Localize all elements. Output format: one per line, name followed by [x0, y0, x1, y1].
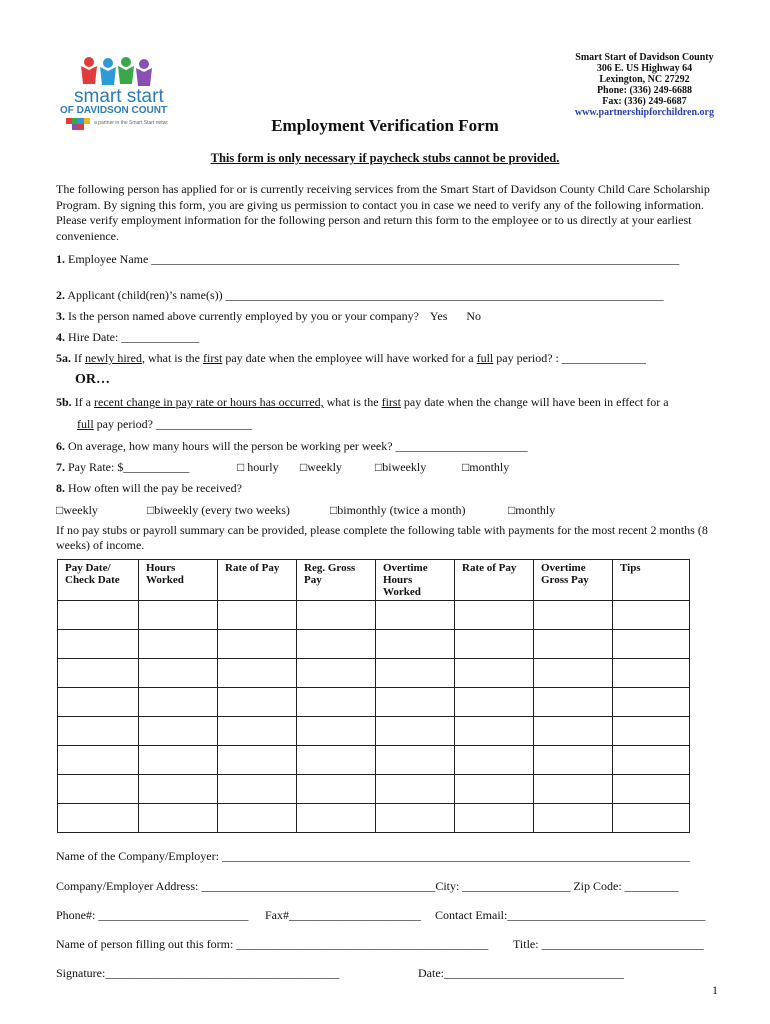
table-cell[interactable]: [613, 804, 690, 833]
table-cell[interactable]: [376, 746, 455, 775]
q8-monthly-checkbox[interactable]: □monthly: [508, 503, 556, 517]
table-cell[interactable]: [139, 630, 218, 659]
q7-number: 7.: [56, 460, 65, 474]
table-cell[interactable]: [376, 688, 455, 717]
q5b-recent: recent change in pay rate or hours has occurred,: [94, 395, 324, 409]
table-cell[interactable]: [534, 775, 613, 804]
col-rate-of-pay: Rate of Pay: [218, 560, 297, 601]
q8-number: 8.: [56, 481, 65, 495]
q3-text: Is the person named above currently employed by you or your company?: [68, 309, 419, 323]
table-row: [58, 775, 690, 804]
payment-table: [57, 559, 690, 833]
table-cell[interactable]: [139, 601, 218, 630]
table-cell[interactable]: [455, 717, 534, 746]
table-cell[interactable]: [455, 630, 534, 659]
col-pay-date: Pay Date/ Check Date: [58, 560, 139, 601]
table-cell[interactable]: [139, 804, 218, 833]
table-row: [58, 601, 690, 630]
q5b-number: 5b.: [56, 395, 72, 409]
table-cell[interactable]: [376, 804, 455, 833]
q3-number: 3.: [56, 309, 65, 323]
q5a-mid1: , what is the: [141, 351, 200, 365]
table-cell[interactable]: [455, 688, 534, 717]
table-row: [58, 630, 690, 659]
q5b-first: first: [381, 395, 401, 409]
table-cell[interactable]: [139, 746, 218, 775]
table-cell[interactable]: [455, 804, 534, 833]
q5a-number: 5a.: [56, 351, 71, 365]
table-cell[interactable]: [455, 601, 534, 630]
q7-hourly-checkbox[interactable]: □ hourly: [237, 460, 279, 474]
q2-text: Applicant (child(ren)’s name(s)) _________________________________________________________________________: [67, 288, 664, 302]
table-cell[interactable]: [139, 775, 218, 804]
q1-text: Employee Name ________________________________________________________________________________________: [68, 252, 680, 266]
q5b-pre: If a: [74, 395, 92, 409]
table-cell[interactable]: [613, 659, 690, 688]
company-address-field[interactable]: Company/Employer Address: _______________________________________City: __________________ Zip Code: _________: [56, 879, 679, 893]
table-cell[interactable]: [534, 630, 613, 659]
q6-text: On average, how many hours will the person be working per week? ______________________: [68, 439, 528, 453]
table-cell[interactable]: [218, 601, 297, 630]
table-cell[interactable]: [58, 717, 139, 746]
table-cell[interactable]: [58, 630, 139, 659]
table-cell[interactable]: [139, 659, 218, 688]
table-row: [58, 688, 690, 717]
page-title: Employment Verification Form: [271, 116, 499, 135]
table-cell[interactable]: [218, 630, 297, 659]
table-cell[interactable]: [139, 688, 218, 717]
table-cell[interactable]: [297, 746, 376, 775]
website-link[interactable]: www.partnershipforchildren.org: [574, 107, 714, 118]
q8-weekly-checkbox[interactable]: □weekly: [56, 503, 98, 517]
table-cell[interactable]: [376, 630, 455, 659]
table-cell[interactable]: [613, 630, 690, 659]
table-cell[interactable]: [297, 688, 376, 717]
table-cell[interactable]: [218, 717, 297, 746]
table-cell[interactable]: [297, 804, 376, 833]
table-cell[interactable]: [58, 804, 139, 833]
q3-no[interactable]: No: [466, 309, 482, 323]
table-cell[interactable]: [139, 717, 218, 746]
logo-county: OF DAVIDSON COUNTY: [60, 105, 168, 116]
table-cell[interactable]: [613, 746, 690, 775]
phone-field[interactable]: Phone#: _________________________: [56, 908, 249, 922]
q3-yes[interactable]: Yes: [429, 309, 448, 323]
table-row: [58, 804, 690, 833]
q6-number: 6.: [56, 439, 65, 453]
table-cell[interactable]: [218, 804, 297, 833]
street: 306 E. US Highway 64: [596, 63, 693, 74]
q5a-full: full: [476, 351, 494, 365]
q5a-newly-hired: newly hired: [85, 351, 142, 365]
question-5b: [56, 395, 669, 410]
col-tips: Tips: [613, 560, 690, 601]
or-divider: OR…: [75, 372, 110, 387]
q8-biweekly-checkbox[interactable]: □biweekly (every two weeks): [147, 503, 290, 517]
table-cell[interactable]: [613, 717, 690, 746]
col-overtime-hours: Overtime Hours Worked: [376, 560, 455, 601]
table-cell[interactable]: [58, 659, 139, 688]
table-row: [58, 746, 690, 775]
table-cell[interactable]: [613, 775, 690, 804]
page-subtitle: This form is only necessary if paycheck stubs cannot be provided.: [210, 151, 560, 165]
q5a-first: first: [202, 351, 223, 365]
table-cell[interactable]: [58, 746, 139, 775]
question-5a: [56, 351, 646, 366]
table-row: [58, 717, 690, 746]
page-number: 1: [712, 983, 718, 997]
table-row: [58, 659, 690, 688]
phone: Phone: (336) 249-6688: [596, 85, 692, 96]
logo-wordmark: smart start: [74, 86, 164, 107]
table-cell[interactable]: [613, 688, 690, 717]
col-hours-worked: Hours Worked: [139, 560, 218, 601]
table-cell[interactable]: [218, 659, 297, 688]
q4-number: 4.: [56, 330, 65, 344]
table-header-row: [58, 560, 690, 601]
table-cell[interactable]: [218, 775, 297, 804]
question-7: [56, 460, 189, 475]
table-cell[interactable]: [534, 688, 613, 717]
city: Lexington, NC 27292: [599, 74, 690, 85]
table-cell[interactable]: [534, 717, 613, 746]
table-cell[interactable]: [297, 630, 376, 659]
table-cell[interactable]: [297, 601, 376, 630]
q5a-pre: If: [74, 351, 82, 365]
table-cell[interactable]: [455, 659, 534, 688]
fax: Fax: (336) 249-6687: [602, 96, 687, 107]
table-cell[interactable]: [455, 775, 534, 804]
table-cell[interactable]: [58, 688, 139, 717]
q7-text: Pay Rate: $___________: [68, 460, 190, 474]
table-cell[interactable]: [297, 717, 376, 746]
col-overtime-gross-pay: Overtime Gross Pay: [534, 560, 613, 601]
question-1: [56, 252, 679, 267]
q5b-mid1: what is the: [326, 395, 379, 409]
question-3: [56, 309, 481, 324]
table-cell[interactable]: [58, 601, 139, 630]
table-cell[interactable]: [455, 746, 534, 775]
table-cell[interactable]: [58, 775, 139, 804]
q1-number: 1.: [56, 252, 65, 266]
filler-name-field[interactable]: Name of person filling out this form: __________________________________________: [56, 937, 489, 951]
table-cell[interactable]: [218, 746, 297, 775]
table-cell[interactable]: [534, 804, 613, 833]
intro-paragraph: The following person has applied for or is currently receiving services from the Smart Start of Davidson County Child Care Scholarship Program. By signing this form, you are giving us permission to contact you in case we need to verify any of the following information. Please verify employment information for the following person and return this form to the employee or to us directly at your earliest convenience.: [56, 182, 710, 243]
q8-text: How often will the pay be received?: [68, 481, 242, 495]
table-cell[interactable]: [534, 601, 613, 630]
logo-tagline: a partner in the Smart Start network: [94, 120, 168, 126]
q7-monthly-checkbox[interactable]: □monthly: [462, 460, 510, 474]
q2-number: 2.: [56, 288, 65, 302]
date-field[interactable]: Date:______________________________: [418, 966, 624, 980]
table-cell[interactable]: [376, 717, 455, 746]
table-cell[interactable]: [218, 688, 297, 717]
q8-bimonthly-checkbox[interactable]: □bimonthly (twice a month): [330, 503, 466, 517]
table-intro: If no pay stubs or payroll summary can be provided, please complete the following table with payments for the most recent 2 months (8 weeks) of income.: [56, 523, 708, 552]
contact-email-field[interactable]: Contact Email:_________________________________: [435, 908, 706, 922]
q5a-mid2: pay date when the employee will have worked for a: [225, 351, 474, 365]
table-cell[interactable]: [534, 746, 613, 775]
table-cell[interactable]: [376, 775, 455, 804]
col-ot-rate-of-pay: Rate of Pay: [455, 560, 534, 601]
q5b-post: pay date when the change will have been in effect for a: [403, 395, 669, 409]
q5a-post: pay period? : ______________: [496, 351, 646, 365]
q4-text: Hire Date: _____________: [68, 330, 200, 344]
q5b-post2: pay period? ________________: [96, 417, 252, 431]
table-cell[interactable]: [297, 775, 376, 804]
question-2: [56, 288, 664, 303]
question-8: [56, 481, 242, 496]
table-cell[interactable]: [376, 659, 455, 688]
org-name: Smart Start of Davidson County: [575, 52, 714, 63]
table-cell[interactable]: [297, 659, 376, 688]
table-cell[interactable]: [376, 601, 455, 630]
q5b-full: full: [77, 417, 94, 431]
question-6: [56, 439, 528, 454]
signature-field[interactable]: Signature:_______________________________________: [56, 966, 340, 980]
col-reg-gross-pay: Reg. Gross Pay: [297, 560, 376, 601]
address-block: [575, 52, 714, 118]
table-cell[interactable]: [613, 601, 690, 630]
title-field[interactable]: Title: ___________________________: [513, 937, 704, 951]
table-cell[interactable]: [534, 659, 613, 688]
q7-weekly-checkbox[interactable]: □weekly: [300, 460, 342, 474]
question-5b-cont: [77, 417, 252, 432]
question-4: [56, 330, 199, 345]
q7-biweekly-checkbox[interactable]: □biweekly: [375, 460, 427, 474]
company-name-field[interactable]: Name of the Company/Employer: ______________________________________________________________________________: [56, 849, 690, 863]
fax-field[interactable]: Fax#______________________: [265, 908, 421, 922]
